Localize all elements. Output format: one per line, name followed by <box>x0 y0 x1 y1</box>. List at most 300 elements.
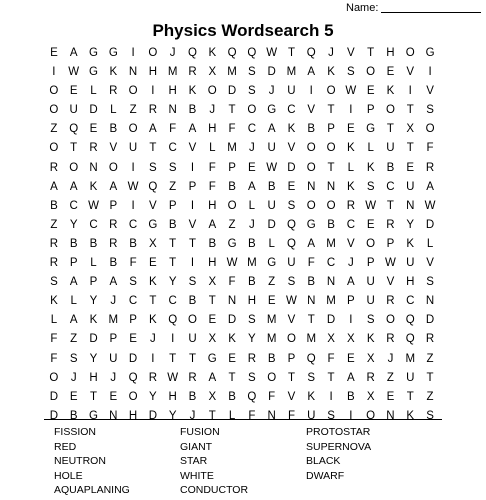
grid-letter[interactable]: Y <box>168 409 177 422</box>
grid-letter[interactable]: S <box>50 276 58 289</box>
grid-letter[interactable]: O <box>49 371 59 384</box>
grid-letter[interactable]: A <box>347 276 355 289</box>
grid-letter[interactable]: R <box>366 371 375 384</box>
grid-letter[interactable]: V <box>287 314 296 327</box>
grid-letter[interactable]: K <box>149 314 157 327</box>
grid-letter[interactable]: M <box>108 314 119 327</box>
grid-letter[interactable]: B <box>248 237 256 250</box>
grid-letter[interactable]: N <box>227 295 237 308</box>
grid-letter[interactable]: F <box>287 409 295 422</box>
grid-letter[interactable]: Q <box>247 390 257 403</box>
grid-letter[interactable]: X <box>327 333 335 346</box>
grid-letter[interactable]: Z <box>50 123 58 136</box>
grid-letter[interactable]: P <box>287 352 296 365</box>
grid-letter[interactable]: Q <box>188 47 197 59</box>
grid-letter[interactable]: U <box>188 333 197 346</box>
grid-letter[interactable]: K <box>406 237 415 250</box>
grid-letter[interactable]: A <box>109 276 118 289</box>
grid-letter[interactable]: T <box>149 295 157 308</box>
grid-letter[interactable]: D <box>326 314 336 327</box>
grid-letter[interactable]: R <box>109 85 118 98</box>
grid-letter[interactable]: S <box>347 66 355 79</box>
grid-letter[interactable]: U <box>287 85 296 98</box>
grid-letter[interactable]: V <box>188 218 197 231</box>
grid-letter[interactable]: B <box>109 123 118 136</box>
grid-letter[interactable]: O <box>128 85 138 98</box>
grid-letter[interactable]: K <box>406 409 415 422</box>
grid-letter[interactable]: J <box>169 47 176 59</box>
grid-letter[interactable]: U <box>267 199 276 212</box>
grid-letter[interactable]: T <box>406 390 414 403</box>
grid-letter[interactable]: J <box>268 85 275 98</box>
grid-letter[interactable]: L <box>248 199 256 212</box>
grid-letter[interactable]: S <box>426 104 434 117</box>
grid-letter[interactable]: L <box>209 142 216 155</box>
grid-letter[interactable]: O <box>108 161 118 174</box>
grid-letter[interactable]: V <box>287 390 296 403</box>
grid-letter[interactable]: W <box>365 199 377 212</box>
grid-letter[interactable]: P <box>129 314 137 327</box>
grid-letter[interactable]: T <box>228 104 236 117</box>
grid-letter[interactable]: T <box>386 123 394 136</box>
grid-letter[interactable]: E <box>267 295 276 308</box>
grid-letter[interactable]: Q <box>286 218 296 231</box>
grid-letter[interactable]: G <box>89 409 98 422</box>
grid-letter[interactable]: D <box>227 85 237 98</box>
grid-letter[interactable]: H <box>208 123 217 136</box>
grid-letter[interactable]: P <box>89 276 98 289</box>
grid-letter[interactable]: T <box>406 142 414 155</box>
grid-letter[interactable]: H <box>406 276 415 289</box>
grid-letter[interactable]: S <box>327 409 335 422</box>
grid-letter[interactable]: V <box>386 276 395 289</box>
grid-letter[interactable]: J <box>248 218 255 231</box>
grid-letter[interactable]: U <box>128 142 138 155</box>
grid-letter[interactable]: E <box>347 352 355 365</box>
grid-letter[interactable]: O <box>385 104 395 117</box>
grid-letter[interactable]: B <box>307 123 316 136</box>
grid-letter[interactable]: P <box>347 295 355 308</box>
grid-letter[interactable]: M <box>266 314 277 327</box>
grid-letter[interactable]: U <box>287 257 296 270</box>
grid-letter[interactable]: W <box>266 47 278 59</box>
grid-letter[interactable]: A <box>50 180 58 193</box>
grid-letter[interactable]: A <box>426 180 434 193</box>
grid-letter[interactable]: G <box>306 218 316 231</box>
grid-letter[interactable]: N <box>109 409 118 422</box>
grid-letter[interactable]: Q <box>405 314 415 327</box>
grid-letter[interactable]: V <box>406 66 415 79</box>
grid-letter[interactable]: N <box>89 161 98 174</box>
grid-letter[interactable]: N <box>307 295 316 308</box>
grid-letter[interactable]: T <box>228 371 236 384</box>
grid-letter[interactable]: A <box>208 371 217 384</box>
grid-letter[interactable]: E <box>248 161 256 174</box>
grid-letter[interactable]: F <box>129 257 137 270</box>
grid-letter[interactable]: B <box>188 390 197 403</box>
grid-letter[interactable]: I <box>52 66 56 79</box>
grid-letter[interactable]: B <box>69 237 78 250</box>
grid-letter[interactable]: B <box>267 352 276 365</box>
grid-letter[interactable]: T <box>89 390 97 403</box>
grid-letter[interactable]: J <box>328 47 334 59</box>
grid-letter[interactable]: P <box>327 123 335 136</box>
grid-letter[interactable]: T <box>386 199 394 212</box>
grid-letter[interactable]: L <box>90 85 97 98</box>
grid-letter[interactable]: A <box>69 276 78 289</box>
grid-letter[interactable]: S <box>248 314 256 327</box>
grid-letter[interactable]: Y <box>89 295 98 308</box>
grid-letter[interactable]: P <box>109 333 118 346</box>
grid-letter[interactable]: N <box>326 276 336 289</box>
grid-letter[interactable]: H <box>148 66 158 79</box>
grid-letter[interactable]: R <box>49 237 59 250</box>
grid-letter[interactable]: W <box>424 199 436 212</box>
grid-letter[interactable]: M <box>266 333 277 346</box>
grid-letter[interactable]: T <box>208 409 216 422</box>
grid-letter[interactable]: W <box>88 199 99 212</box>
grid-letter[interactable]: A <box>267 123 276 136</box>
grid-letter[interactable]: B <box>228 180 236 193</box>
grid-letter[interactable]: R <box>425 333 435 346</box>
grid-letter[interactable]: R <box>386 333 395 346</box>
grid-letter[interactable]: B <box>109 257 118 270</box>
grid-letter[interactable]: W <box>68 66 80 79</box>
grid-letter[interactable]: E <box>109 390 118 403</box>
grid-letter[interactable]: I <box>309 85 313 98</box>
grid-letter[interactable]: T <box>169 352 177 365</box>
grid-letter[interactable]: C <box>247 123 257 136</box>
grid-letter[interactable]: S <box>426 409 434 422</box>
grid-letter[interactable]: Q <box>286 237 296 250</box>
grid-letter[interactable]: S <box>248 371 256 384</box>
grid-letter[interactable]: O <box>69 161 79 174</box>
grid-letter[interactable]: Z <box>169 180 177 193</box>
grid-letter[interactable]: W <box>385 257 396 270</box>
grid-letter[interactable]: V <box>307 104 316 117</box>
grid-letter[interactable]: X <box>366 352 375 365</box>
grid-letter[interactable]: L <box>90 257 97 270</box>
grid-letter[interactable]: U <box>406 371 415 384</box>
grid-letter[interactable]: B <box>188 295 197 308</box>
grid-letter[interactable]: I <box>329 390 333 403</box>
grid-letter[interactable]: Z <box>426 390 434 403</box>
grid-letter[interactable]: E <box>50 47 58 59</box>
grid-letter[interactable]: B <box>89 237 98 250</box>
grid-letter[interactable]: E <box>129 333 137 346</box>
grid-letter[interactable]: R <box>109 237 118 250</box>
grid-letter[interactable]: O <box>128 390 138 403</box>
grid-letter[interactable]: E <box>69 85 78 98</box>
grid-letter[interactable]: G <box>425 47 435 59</box>
grid-letter[interactable]: A <box>307 66 316 79</box>
grid-letter[interactable]: S <box>287 199 296 212</box>
grid-letter[interactable]: R <box>89 142 98 155</box>
grid-letter[interactable]: R <box>386 295 395 308</box>
grid-letter[interactable]: T <box>208 295 216 308</box>
grid-letter[interactable]: Y <box>406 218 415 231</box>
grid-letter[interactable]: E <box>406 161 415 174</box>
grid-letter[interactable]: J <box>150 333 156 346</box>
grid-letter[interactable]: K <box>386 85 395 98</box>
grid-letter[interactable]: T <box>169 237 177 250</box>
grid-letter[interactable]: K <box>89 180 98 193</box>
grid-letter[interactable]: B <box>50 199 58 212</box>
grid-letter[interactable]: K <box>327 66 335 79</box>
grid-letter[interactable]: C <box>386 180 395 193</box>
grid-letter[interactable]: G <box>227 237 237 250</box>
grid-letter[interactable]: M <box>247 257 257 270</box>
grid-letter[interactable]: F <box>169 123 177 136</box>
grid-letter[interactable]: S <box>248 85 256 98</box>
grid-letter[interactable]: A <box>149 123 157 136</box>
grid-letter[interactable]: F <box>50 352 58 365</box>
grid-letter[interactable]: K <box>208 47 217 59</box>
grid-letter[interactable]: X <box>366 390 375 403</box>
grid-letter[interactable]: I <box>190 161 195 174</box>
grid-letter[interactable]: U <box>69 104 78 117</box>
grid-letter[interactable]: L <box>110 104 117 117</box>
grid-letter[interactable]: C <box>326 257 336 270</box>
grid-letter[interactable]: O <box>49 142 59 155</box>
grid-letter[interactable]: I <box>190 257 195 270</box>
grid-letter[interactable]: J <box>209 104 216 117</box>
grid-letter[interactable]: U <box>307 409 316 422</box>
grid-letter[interactable]: B <box>267 180 276 193</box>
grid-letter[interactable]: K <box>347 142 355 155</box>
grid-letter[interactable]: R <box>346 199 355 212</box>
grid-letter[interactable]: J <box>387 352 394 365</box>
grid-letter[interactable]: I <box>349 409 353 422</box>
grid-letter[interactable]: V <box>287 142 296 155</box>
grid-letter[interactable]: S <box>287 276 296 289</box>
grid-letter[interactable]: O <box>49 104 59 117</box>
grid-letter[interactable]: O <box>306 199 316 212</box>
grid-letter[interactable]: A <box>69 314 78 327</box>
grid-letter[interactable]: S <box>69 352 78 365</box>
grid-letter[interactable]: O <box>247 104 257 117</box>
grid-letter[interactable]: A <box>188 123 197 136</box>
grid-letter[interactable]: C <box>168 295 177 308</box>
grid-letter[interactable]: V <box>426 85 434 98</box>
grid-letter[interactable]: O <box>49 85 59 98</box>
grid-letter[interactable]: R <box>386 218 395 231</box>
grid-letter[interactable]: O <box>148 47 158 59</box>
grid-letter[interactable]: S <box>149 161 157 174</box>
grid-letter[interactable]: Z <box>268 276 276 289</box>
grid-letter[interactable]: Z <box>129 104 137 117</box>
grid-letter[interactable]: X <box>208 66 217 79</box>
grid-letter[interactable]: O <box>306 142 316 155</box>
grid-letter[interactable]: T <box>70 142 78 155</box>
grid-letter[interactable]: I <box>349 314 353 327</box>
grid-letter[interactable]: E <box>386 66 395 79</box>
grid-letter[interactable]: Z <box>386 371 394 384</box>
grid-letter[interactable]: I <box>408 85 412 98</box>
grid-letter[interactable]: E <box>347 123 355 136</box>
grid-letter[interactable]: I <box>131 199 135 212</box>
grid-letter[interactable]: O <box>405 47 415 59</box>
grid-letter[interactable]: C <box>406 295 415 308</box>
grid-letter[interactable]: V <box>188 142 197 155</box>
grid-letter[interactable]: O <box>326 199 336 212</box>
grid-letter[interactable]: O <box>366 237 376 250</box>
grid-letter[interactable]: J <box>70 371 77 384</box>
grid-letter[interactable]: O <box>267 371 277 384</box>
grid-letter[interactable]: T <box>287 47 295 59</box>
grid-letter[interactable]: X <box>347 333 355 346</box>
grid-letter[interactable]: G <box>148 218 158 231</box>
grid-letter[interactable]: T <box>188 352 196 365</box>
grid-letter[interactable]: D <box>128 352 138 365</box>
grid-letter[interactable]: V <box>347 47 355 59</box>
grid-letter[interactable]: K <box>366 333 375 346</box>
grid-letter[interactable]: Q <box>227 47 237 59</box>
grid-letter[interactable]: G <box>89 47 98 59</box>
grid-letter[interactable]: Q <box>247 47 257 59</box>
grid-letter[interactable]: T <box>149 142 157 155</box>
grid-letter[interactable]: M <box>167 66 178 79</box>
grid-letter[interactable]: G <box>366 123 376 136</box>
grid-letter[interactable]: C <box>346 218 355 231</box>
grid-letter[interactable]: A <box>69 47 78 59</box>
grid-letter[interactable]: T <box>287 371 295 384</box>
grid-letter[interactable]: V <box>347 237 355 250</box>
grid-letter[interactable]: N <box>406 199 415 212</box>
grid-letter[interactable]: C <box>287 104 296 117</box>
grid-letter[interactable]: P <box>109 199 118 212</box>
grid-letter[interactable]: S <box>307 371 316 384</box>
grid-letter[interactable]: J <box>347 257 354 270</box>
grid-letter[interactable]: L <box>268 237 275 250</box>
grid-letter[interactable]: F <box>228 276 236 289</box>
grid-letter[interactable]: H <box>128 409 138 422</box>
grid-letter[interactable]: J <box>189 409 196 422</box>
grid-letter[interactable]: H <box>247 295 257 308</box>
grid-letter[interactable]: T <box>426 371 434 384</box>
grid-letter[interactable]: D <box>425 218 435 231</box>
grid-letter[interactable]: K <box>307 390 316 403</box>
grid-letter[interactable]: F <box>426 142 434 155</box>
grid-letter[interactable]: I <box>171 333 175 346</box>
grid-letter[interactable]: Z <box>426 352 434 365</box>
grid-letter[interactable]: C <box>168 142 177 155</box>
grid-letter[interactable]: H <box>168 85 177 98</box>
grid-letter[interactable]: O <box>286 333 296 346</box>
grid-letter[interactable]: Y <box>248 333 256 346</box>
grid-letter[interactable]: E <box>208 314 217 327</box>
grid-letter[interactable]: F <box>307 257 315 270</box>
grid-letter[interactable]: B <box>386 161 395 174</box>
grid-letter[interactable]: N <box>326 180 336 193</box>
grid-letter[interactable]: E <box>89 123 98 136</box>
grid-letter[interactable]: D <box>267 218 276 231</box>
grid-letter[interactable]: G <box>108 47 118 59</box>
grid-letter[interactable]: A <box>248 180 256 193</box>
grid-letter[interactable]: E <box>366 85 375 98</box>
grid-letter[interactable]: K <box>149 276 157 289</box>
grid-letter[interactable]: D <box>425 314 435 327</box>
grid-letter[interactable]: B <box>307 276 316 289</box>
grid-letter[interactable]: Q <box>148 180 158 193</box>
grid-letter[interactable]: Q <box>306 352 316 365</box>
grid-letter[interactable]: B <box>248 276 256 289</box>
grid-letter[interactable]: U <box>406 180 415 193</box>
grid-letter[interactable]: U <box>366 295 375 308</box>
grid-letter[interactable]: D <box>49 390 59 403</box>
grid-letter[interactable]: A <box>109 180 118 193</box>
grid-letter[interactable]: O <box>326 142 336 155</box>
grid-letter[interactable]: K <box>228 333 236 346</box>
grid-letter[interactable]: A <box>69 180 78 193</box>
grid-letter[interactable]: X <box>208 333 217 346</box>
grid-letter[interactable]: G <box>207 352 217 365</box>
grid-letter[interactable]: M <box>286 66 297 79</box>
grid-letter[interactable]: O <box>306 161 316 174</box>
grid-letter[interactable]: B <box>69 409 78 422</box>
grid-letter[interactable]: T <box>406 104 414 117</box>
grid-letter[interactable]: T <box>327 104 335 117</box>
grid-letter[interactable]: N <box>168 104 177 117</box>
grid-letter[interactable]: T <box>188 237 196 250</box>
grid-letter[interactable]: W <box>127 180 139 193</box>
grid-letter[interactable]: U <box>406 257 415 270</box>
grid-letter[interactable]: N <box>128 66 138 79</box>
grid-letter[interactable]: R <box>247 352 257 365</box>
grid-letter[interactable]: M <box>326 295 336 308</box>
grid-letter[interactable]: D <box>267 66 276 79</box>
grid-letter[interactable]: L <box>50 314 58 327</box>
grid-letter[interactable]: A <box>347 371 355 384</box>
grid-letter[interactable]: P <box>188 180 197 193</box>
grid-letter[interactable]: T <box>327 371 335 384</box>
grid-letter[interactable]: S <box>366 180 375 193</box>
grid-letter[interactable]: L <box>426 237 434 250</box>
grid-letter[interactable]: N <box>267 409 276 422</box>
grid-letter[interactable]: I <box>428 66 432 79</box>
grid-letter[interactable]: S <box>188 276 197 289</box>
grid-letter[interactable]: T <box>169 257 177 270</box>
grid-letter[interactable]: I <box>151 85 155 98</box>
grid-letter[interactable]: O <box>128 123 138 136</box>
grid-letter[interactable]: H <box>168 390 177 403</box>
grid-letter[interactable]: O <box>326 85 336 98</box>
grid-letter[interactable]: J <box>248 142 255 155</box>
grid-letter[interactable]: T <box>307 314 315 327</box>
grid-letter[interactable]: Q <box>306 47 316 59</box>
grid-letter[interactable]: Q <box>69 123 79 136</box>
grid-letter[interactable]: Z <box>70 333 78 346</box>
grid-letter[interactable]: H <box>386 47 395 59</box>
grid-letter[interactable]: E <box>69 390 78 403</box>
grid-letter[interactable]: B <box>168 218 177 231</box>
grid-letter[interactable]: B <box>228 390 236 403</box>
grid-letter[interactable]: U <box>109 352 118 365</box>
grid-letter[interactable]: A <box>307 237 316 250</box>
grid-letter[interactable]: B <box>327 218 335 231</box>
grid-letter[interactable]: Z <box>228 218 236 231</box>
grid-letter[interactable]: A <box>208 218 217 231</box>
grid-letter[interactable]: E <box>149 257 157 270</box>
grid-letter[interactable]: F <box>248 409 256 422</box>
grid-letter[interactable]: K <box>287 123 296 136</box>
grid-letter[interactable]: C <box>69 199 78 212</box>
grid-letter[interactable]: U <box>267 142 276 155</box>
grid-letter[interactable]: T <box>327 161 335 174</box>
grid-letter[interactable]: Y <box>69 218 78 231</box>
grid-letter[interactable]: U <box>366 276 375 289</box>
grid-letter[interactable]: E <box>228 352 236 365</box>
